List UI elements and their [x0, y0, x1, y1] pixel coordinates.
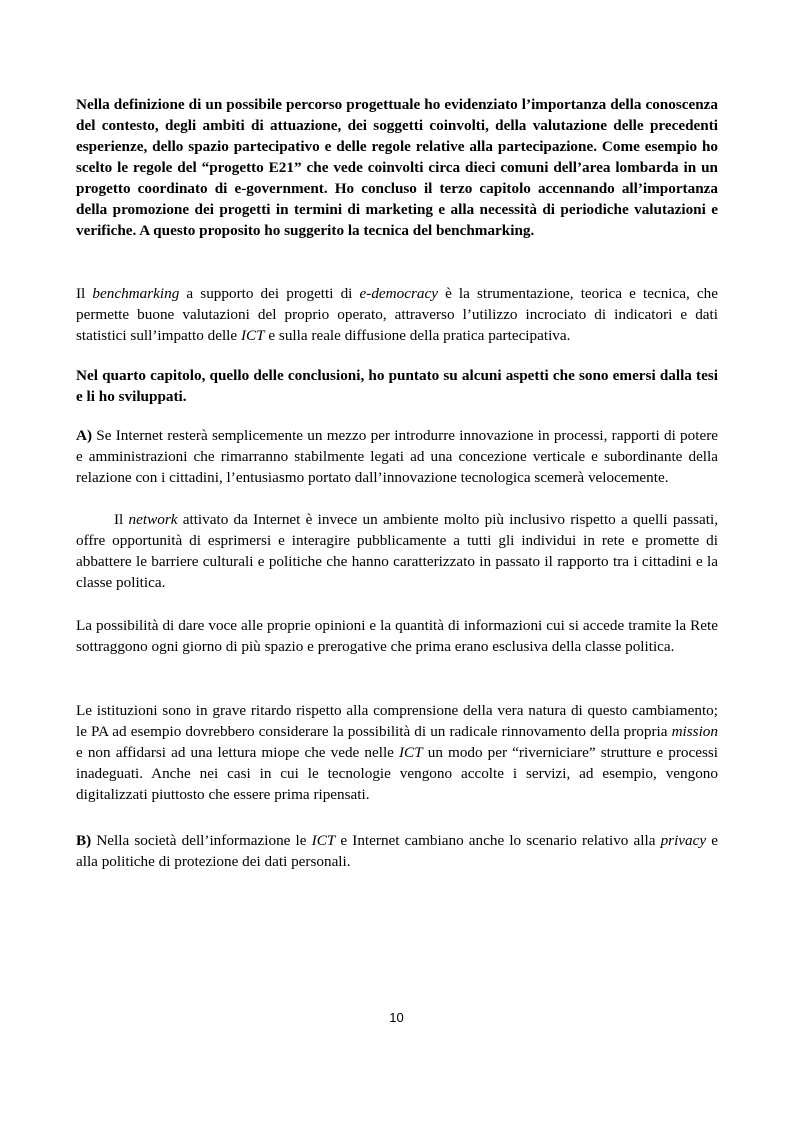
- text-run: a supporto dei progetti di: [179, 285, 360, 302]
- emphasis-e-democracy: e-democracy: [359, 285, 438, 302]
- text-run: Il: [114, 511, 129, 528]
- text-run: Il: [76, 285, 93, 302]
- emphasis-privacy: privacy: [660, 832, 707, 849]
- paragraph-opinions: La possibilità di dare voce alle proprie opinioni e la quantità di informazioni cui si accede tramite la Rete sottraggono ogni giorno di più spazio e prerogative che prima erano esclusiva della classe politica.: [76, 617, 718, 655]
- paragraph-institutions: [76, 700, 718, 805]
- emphasis-benchmarking: benchmarking: [92, 285, 180, 302]
- paragraph-summary-chapter-three: Nella definizione di un possibile percorso progettuale ho evidenziato l’importanza della conoscenza del contesto, degli ambiti di attuazione, dei soggetti coinvolti, della valutazione delle precedenti esperienze, dello spazio partecipativo e delle regole relative alla partecipazione. Come esempio ho scelto le regole del “progetto E21” che vede coinvolti circa dieci comuni dell’area lombarda in un progetto coordinato di e-government. Ho concluso il terzo capitolo accennando all’importanza della promozione dei progetti in termini di marketing e alla necessità di periodiche valutazioni e verifiche. A questo proposito ho suggerito la tecnica del benchmarking.: [76, 96, 718, 239]
- emphasis-ict: ICT: [311, 832, 336, 849]
- paragraph-benchmarking: [76, 283, 718, 346]
- text-run: e alla politiche di protezione dei dati personali.: [76, 832, 718, 870]
- emphasis-mission: mission: [671, 723, 718, 740]
- emphasis-network: network: [128, 511, 178, 528]
- text-run: Se Internet resterà semplicemente un mezzo per introdurre innovazione in processi, rapporti di potere e amministrazioni che rimarranno stabilmente legati ad una concezione verticale e subordinante della relazione con i cittadini, l’entusiasmo portato dall’innovazione tecnologica scemerà velocemente.: [76, 427, 718, 486]
- emphasis-ict: ICT: [240, 327, 265, 344]
- text-run: e Internet cambiano anche lo scenario relativo alla: [335, 832, 661, 849]
- text-run: Nella società dell’informazione le: [91, 832, 312, 849]
- paragraph-point-a: [76, 425, 718, 488]
- paragraph-point-b: [76, 830, 718, 872]
- text-run: è la strumentazione, teorica e tecnica, che permette buone valutazioni del proprio operato, attraverso l’utilizzo incrociato di indicatori e dati statistici sull’impatto delle: [76, 285, 718, 344]
- text-run: attivato da Internet è invece un ambiente molto più inclusivo rispetto a quelli passati, offre opportunità di esprimersi e interagire pubblicamente a tutti gli individui in rete e promette di abbattere le barriere culturali e politiche che hanno caratterizzato in passato il rapporto tra i cittadini e la classe politica.: [76, 511, 719, 591]
- text-run: Le istituzioni sono in grave ritardo rispetto alla comprensione della vera natura di questo cambiamento; le PA ad esempio dovrebbero considerare la possibilità di un radicale rinnovamento della propria: [76, 702, 718, 740]
- point-label-b: B): [76, 832, 92, 849]
- text-run: e sulla reale diffusione della pratica partecipativa.: [264, 327, 571, 344]
- text-run: e non affidarsi ad una lettura miope che vede nelle: [76, 744, 399, 761]
- text-run: un modo per “riverniciare” strutture e processi inadeguati. Anche nei casi in cui le tecnologie vengono accolte i servizi, ad esempio, vengono digitalizzati piuttosto che essere prima ripensati.: [76, 744, 719, 803]
- paragraph-network: [76, 509, 718, 593]
- emphasis-ict: ICT: [399, 744, 423, 761]
- point-label-a: A): [76, 427, 93, 444]
- paragraph-chapter-four-intro: Nel quarto capitolo, quello delle conclusioni, ho puntato su alcuni aspetti che sono emersi dalla tesi e li ho sviluppati.: [76, 367, 718, 405]
- page-number: 10: [389, 1010, 404, 1025]
